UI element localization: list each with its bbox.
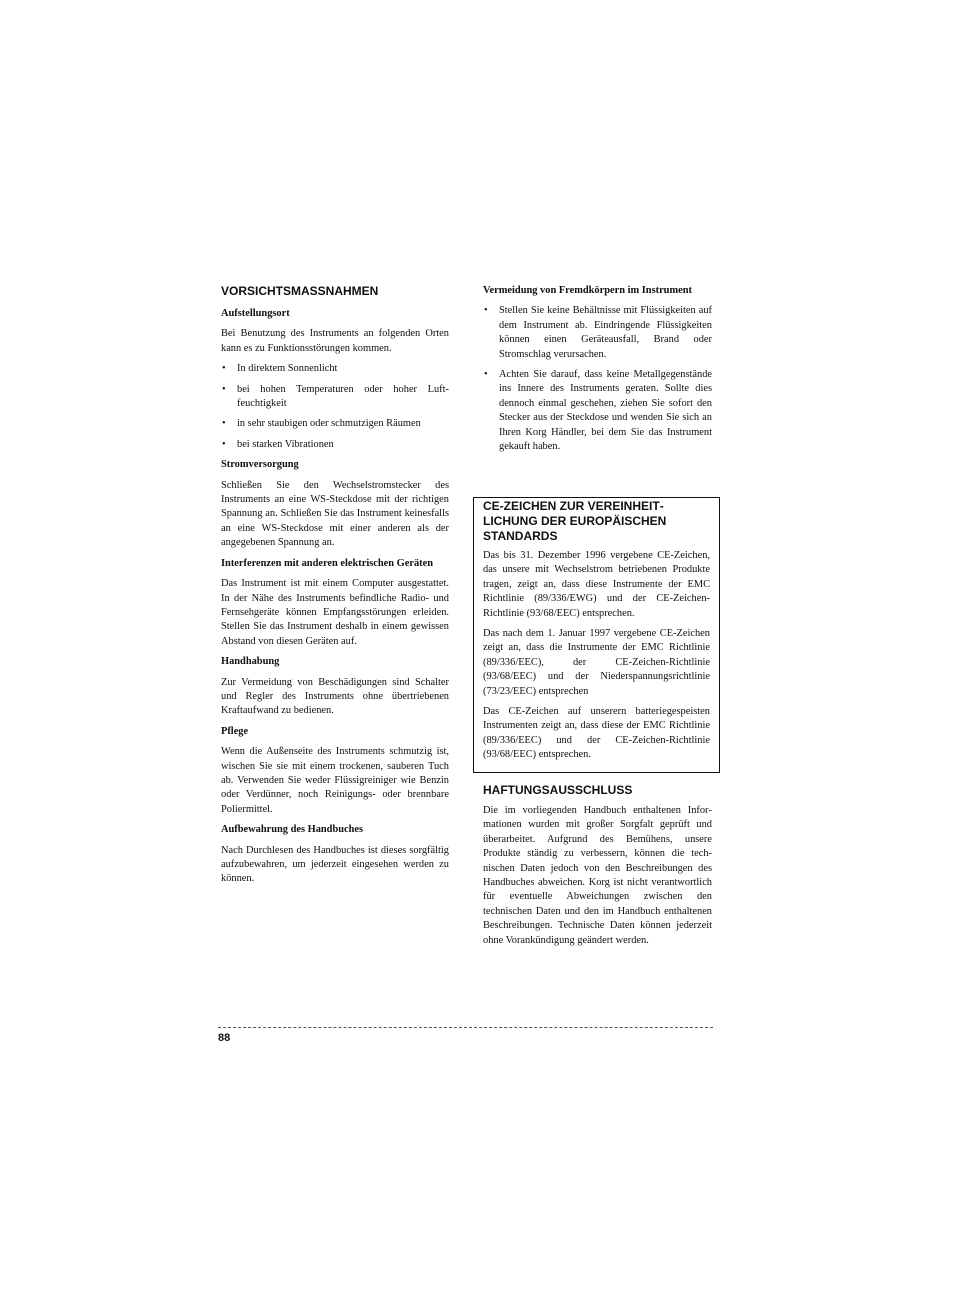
paragraph-handhabung: Zur Vermeidung von Beschädigungen sind Schalter und Regler des Instruments ohne übertriebenen Kraftaufwand zu bedienen.	[221, 676, 449, 717]
list-item: • bei starken Vibrationen	[221, 438, 449, 452]
paragraph-ce-2: Das nach dem 1. Januar 1997 vergebene CE-Zeichen zeigt an, dass die Instrumente der EMC Richtlinie (89/336/EEC), der CE-Zeichen-Richtlinie (93/68/EEC) und der Niederspannungsrichtlinie (73/23/EEC) entsprechen	[483, 628, 710, 697]
paragraph-ce-1: Das bis 31. Dezember 1996 vergebene CE-Zeichen, das unsere mit Wechselstrom betriebenen Produkte tragen, zeigt an, dass diese Instrumente der EMC Richtlinie (89/336/EWG) und der CE-Zeichen-Richtlinie (93/68/EEC) entsprechen.	[483, 550, 710, 619]
list-item: • In direktem Sonnenlicht	[221, 362, 449, 376]
paragraph-ce-3: Das CE-Zeichen auf unserern batteriegespeisten Instrumenten zeigt an, dass diese der EMC Richtlinie (89/336/EEC) und der CE-Zeichen-Richtlinie (93/68/EEC) entsprechen.	[483, 706, 710, 761]
right-column	[483, 284, 712, 460]
list-item: • Achten Sie darauf, dass keine Metallgegenstände ins Innere des Instruments geraten. Sollte dies dennoch einmal geschehen, ziehen Sie sofort den Stecker aus der Steckdose und wenden Sie sich an Ihren Korg Händler, bei dem Sie das Instrument gekauft haben.	[483, 368, 712, 454]
footer-divider	[218, 1027, 713, 1028]
section-heading-ce-zeichen: CE-ZEICHEN ZUR VEREINHEITLICHUNG DER EUROPÄISCHEN STANDARDS	[483, 499, 667, 543]
subheading-pflege: Pflege	[221, 725, 249, 737]
subheading-fremdkoerper: Vermeidung von Fremdkörpern im Instrument	[483, 285, 692, 296]
list-item: • bei hohen Temperaturen oder hoher Luftfeuchtigkeit	[221, 383, 449, 412]
subheading-interferenzen: Interferenzen mit anderen elektrischen Geräten	[221, 557, 433, 569]
section-heading-haftungsausschluss: HAFTUNGSAUSSCHLUSS	[483, 783, 633, 797]
subheading-stromversorgung: Stromversorgung	[221, 459, 299, 471]
list-aufstellungsort	[221, 362, 449, 452]
paragraph-stromversorgung: Schließen Sie den Wechselstromstecker des Instruments an eine WS-Steckdose mit der richtigen Spannung an. Schließen Sie das Instrument keinesfalls an eine WS-Steckdose mit einer anderen als der angegebenen Spannung an.	[221, 479, 449, 549]
paragraph-interferenzen: Das Instrument ist mit einem Computer ausgestattet. In der Nähe des Instruments befindliche Radio- und Fernsehgeräte können Empfangsstörungen erleiden. Stellen Sie das Instrument deshalb in einem gewissen Abstand von diesen Geräten auf.	[221, 578, 449, 647]
list-fremdkoerper	[483, 304, 712, 454]
list-item: • Stellen Sie keine Behältnisse mit Flüssigkeiten auf dem Instrument ab. Eindringende Flüssigkeiten können einen Geräteausfall, Brand oder Stromschlag verursachen.	[483, 304, 712, 362]
left-column	[221, 284, 449, 893]
subheading-aufstellungsort: Aufstellungsort	[221, 308, 290, 319]
ce-mark-box	[473, 497, 720, 773]
subheading-handhabung: Handhabung	[221, 656, 280, 668]
paragraph-haftung: Die im vorliegenden Handbuch enthaltenen Informationen wurden mit großer Sorgfalt geprüft und überarbeitet. Aufgrund des Bemühens, unsere Produkte ständig zu verbessern, können die technischen Daten jedoch von den Beschreibungen des Handbuches abweichen. Korg ist nicht verantwortlich für eventuelle Abweichungen zwischen den technischen Daten und den im Handbuch enthaltenen Beschreibungen. Technische Daten können jederzeit ohne Vorankündigung geändert werden.	[483, 805, 712, 946]
paragraph-pflege: Wenn die Außenseite des Instruments schmutzig ist, wischen Sie sie mit einem trockenen, sauberen Tuch ab. Verwenden Sie weder Flüssigreiniger wie Benzin oder Verdünner, noch Reinigungs- oder brennbare Poliermittel.	[221, 746, 449, 815]
page-number: 88	[218, 1032, 231, 1044]
paragraph-aufbewahrung: Nach Durchlesen des Handbuches ist dieses sorgfältig aufzubewahren, um jederzeit eingesehen werden zu können.	[221, 844, 449, 885]
list-item: • in sehr staubigen oder schmutzigen Räumen	[221, 417, 449, 431]
paragraph-aufstellungsort: Bei Benutzung des Instruments an folgenden Orten kann es zu Funktionsstörungen kommen.	[221, 328, 449, 354]
section-heading-vorsichtsmassnahmen: VORSICHTSMASSNAHMEN	[221, 284, 379, 298]
subheading-aufbewahrung: Aufbewahrung des Handbuches	[221, 824, 364, 836]
disclaimer-section	[483, 783, 712, 954]
